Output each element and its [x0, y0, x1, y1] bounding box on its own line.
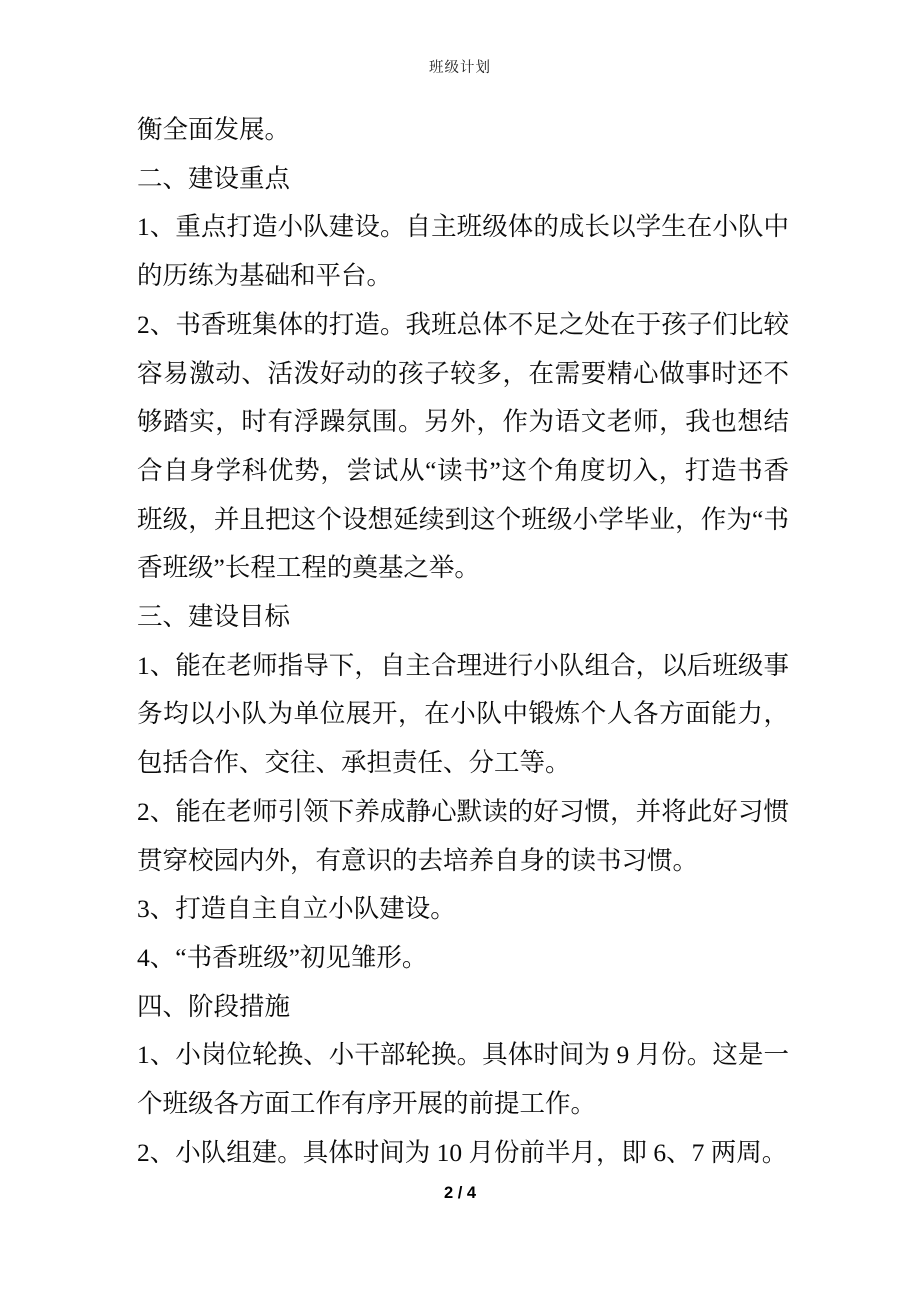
- section-heading-3: 三、建设目标: [137, 602, 291, 632]
- paragraph: 3、打造自主自立小队建设。: [137, 894, 456, 924]
- paragraph: 1、重点打造小队建设。自主班级体的成长以学生在小队中的历练为基础和平台。: [137, 212, 789, 291]
- document-header: [0, 58, 920, 78]
- paragraph: 2、小队组建。具体时间为 10 月份前半月，即 6、7 两周。: [137, 1137, 788, 1167]
- section-heading-4: 四、阶段措施: [137, 991, 291, 1021]
- paragraph: 2、能在老师引领下养成静心默读的好习惯，并将此好习惯贯穿校园内外，有意识的去培养自身的读书习惯。: [137, 796, 789, 875]
- document-title: 班级计划: [429, 60, 491, 76]
- section-heading-2: 二、建设重点: [137, 163, 291, 193]
- paragraph: 1、小岗位轮换、小干部轮换。具体时间为 9 月份。这是一个班级各方面工作有序开展的前提工作。: [137, 1040, 789, 1119]
- paragraph: 1、能在老师指导下，自主合理进行小队组合，以后班级事务均以小队为单位展开，在小队中锻炼个人各方面能力，包括合作、交往、承担责任、分工等。: [137, 650, 789, 778]
- document-footer: [0, 1184, 920, 1203]
- page-number: 2 / 4: [443, 1184, 477, 1202]
- document-body: [137, 106, 789, 1177]
- paragraph: 4、“书香班级”初见雏形。: [137, 942, 428, 972]
- paragraph-continuation: 衡全面发展。: [137, 115, 291, 144]
- paragraph: 2、书香班集体的打造。我班总体不足之处在于孩子们比较容易激动、活泼好动的孩子较多，在需要精心做事时还不够踏实，时有浮躁氛围。另外，作为语文老师，我也想结合自身学科优势，尝试从“读书”这个角度切入，打造书香班级，并且把这个设想延续到这个班级小学毕业，作为“书香班级”长程工程的奠基之举。: [137, 309, 789, 583]
